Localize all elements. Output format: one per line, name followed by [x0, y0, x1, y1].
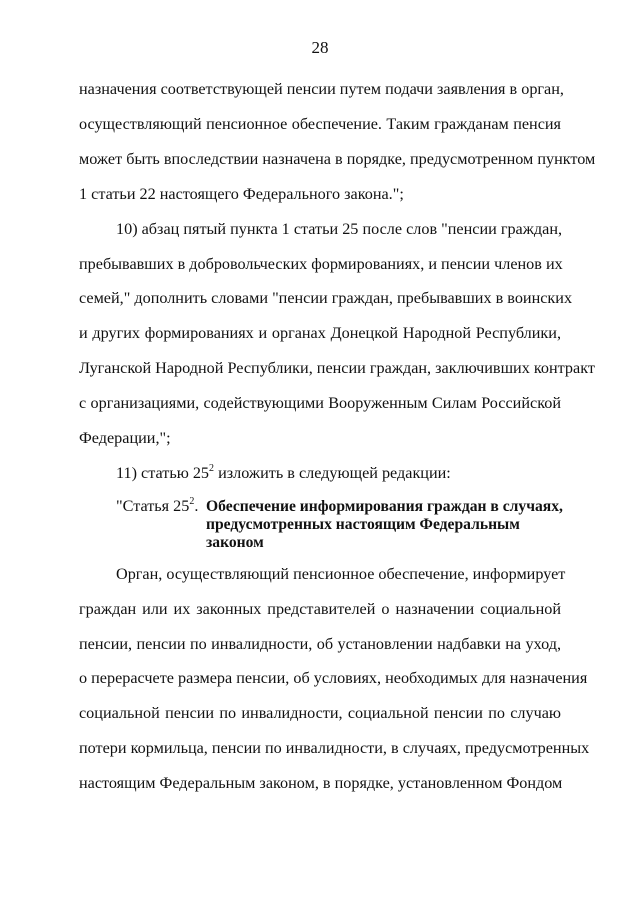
- article-label-sup: 2: [189, 495, 195, 507]
- text-line: [116, 564, 566, 584]
- text-line: [79, 323, 561, 343]
- text-line: [79, 358, 595, 378]
- text-line: [116, 463, 561, 483]
- article-label-text: "Статья 25: [116, 497, 190, 515]
- text-line-content: пребывавших в добровольческих формированиях, и пенсии членов их: [79, 254, 563, 273]
- text-line-content: социальной пенсии по инвалидности, социальной пенсии по случаю: [79, 704, 561, 723]
- text-line: [79, 668, 588, 688]
- text-line-content: Федерации,";: [79, 429, 171, 447]
- text-line: [116, 219, 561, 239]
- article-label-after: .: [194, 497, 199, 515]
- text-line-content: граждан или их законных представителей о назначении социальной: [79, 599, 561, 618]
- page-number: 28: [311, 38, 329, 57]
- text-line-content: потери кормильца, пенсии по инвалидности, в случаях, предусмотренных: [79, 739, 590, 757]
- superscript: 2: [209, 462, 215, 474]
- text-line-content: пенсии, пенсии по инвалидности, об установлении надбавки на уход,: [79, 634, 561, 653]
- text-line: [79, 254, 561, 274]
- text-line: [79, 703, 561, 723]
- text-line: [79, 79, 564, 99]
- text-line-content: и других формированиях и органах Донецкой Народной Республики,: [79, 324, 561, 343]
- text-line: [79, 149, 596, 169]
- article-label: [116, 496, 198, 516]
- article-title-line: Обеспечение информирования граждан в случаях,: [206, 498, 563, 515]
- text-line-content: Орган, осуществляющий пенсионное обеспечение, информирует: [116, 565, 566, 583]
- text-line: [79, 599, 561, 619]
- text-line-content: 1 статьи 22 настоящего Федерального закона.";: [79, 184, 404, 203]
- text-line: [79, 393, 561, 413]
- text-line: [79, 184, 561, 204]
- text-line-content: с организациями, содействующими Вооруженным Силам Российской: [79, 394, 561, 413]
- text-line-content: семей," дополнить словами "пенсии граждан, пребывавших в воинских: [79, 289, 573, 308]
- text-line-content: может быть впоследствии назначена в порядке, предусмотренном пунктом: [79, 149, 596, 168]
- text-line-content: назначения соответствующей пенсии путем подачи заявления в орган,: [79, 80, 564, 98]
- text-line: [79, 428, 561, 448]
- text-line-content: о перерасчете размера пенсии, об условиях, необходимых для назначения: [79, 669, 588, 688]
- text-line-content: Луганской Народной Республики, пенсии граждан, заключивших контракт: [79, 359, 595, 378]
- article-title-line: законом: [206, 534, 264, 551]
- text-line: [79, 288, 573, 308]
- text-line: [79, 114, 561, 134]
- text-line-content: 11) статью 25: [116, 463, 210, 482]
- text-line: [79, 634, 561, 654]
- text-line-continuation: изложить в следующей редакции:: [214, 463, 451, 482]
- text-line: [79, 773, 561, 793]
- text-line: [79, 738, 590, 758]
- text-line-content: настоящим Федеральным законом, в порядке, установленном Фондом: [79, 773, 563, 792]
- text-line-content: 10) абзац пятый пункта 1 статьи 25 после слов "пенсии граждан,: [116, 219, 563, 238]
- article-title-line: предусмотренных настоящим Федеральным: [206, 516, 520, 533]
- text-line-content: осуществляющий пенсионное обеспечение. Таким гражданам пенсия: [79, 114, 561, 133]
